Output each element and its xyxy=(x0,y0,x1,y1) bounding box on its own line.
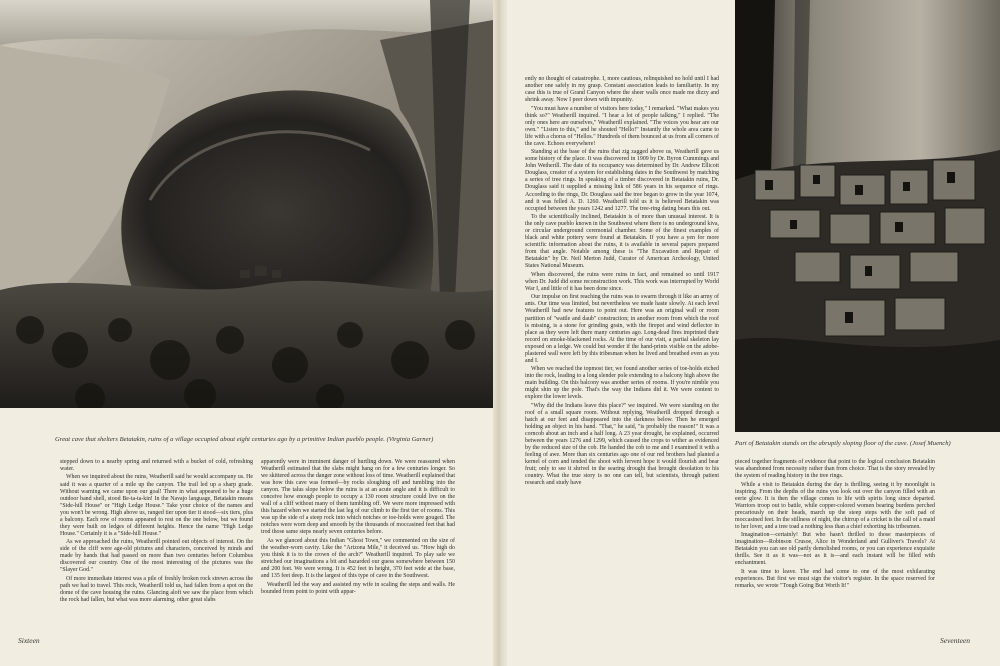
paragraph: Weatherill led the way and assisted my wife in scaling the steps and walls. He bounded from point to point with appar- xyxy=(261,581,455,595)
paragraph: As we approached the ruins, Weatherill pointed out objects of interest. On the side of the cliff were age-old pictures and characters, conceived by minds and made by hands that had passed on more than two centuries before Columbus discovered our country. One of the most interesting of the pictures was the "Slayer God." xyxy=(60,539,253,574)
left-photo-caption: Great cave that shelters Betatakin, ruins of a village occupied about eight centuries ago by a primitive Indian pueblo people. (Virginia Garner) xyxy=(55,436,434,443)
left-page-column-1 xyxy=(60,459,253,606)
betatakin-ruins-photo xyxy=(735,0,1000,432)
paragraph: "You must have a number of visitors here today," I remarked. "What makes you think so?" Weatherill inquired. "I hear a lot of people talking," I replied. "The only ones here are ourselves," Weatherill explained. "The voices you hear are our own." "Listen to this," and he shouted "Hello!" Instantly the whole area came to life with a chorus of "Hellos." Hundreds of them bounced at us from all corners of the cave. Echoes everywhere! xyxy=(525,105,719,147)
paragraph: stepped down to a nearby spring and returned with a bucket of cold, refreshing water. xyxy=(60,459,253,473)
page-number-left: Sixteen xyxy=(18,636,40,645)
page-number-right: Seventeen xyxy=(940,636,970,645)
ruins-photo-illustration xyxy=(735,0,1000,432)
paragraph: To the scientifically inclined, Betatakin is of more than unusual interest. It is the only cave pueblo known in the Southwest where there is no underground kiva, or circular underground ceremonial chamber. Some of the finest examples of black and white pottery were found at Betatakin. If you have a yen for more scientific information about the ruins, it is available in several papers prepared from that angle. Notable among these is "The Excavation and Repair of Betatakin" by Dr. Neil Merton Judd, Curator of American Archeology, United States National Museum. xyxy=(525,214,719,270)
cave-photo-illustration xyxy=(0,0,493,408)
paragraph: When we reached the topmost tier, we found another series of toe-holds etched into the rock, leading to a long slender pole extending to a balcony high above the main building. On this balcony was another series of rooms. If you're nimble you might shin up the pole. That's the way the Indians did it. We were content to explore the lower levels. xyxy=(525,366,719,401)
paragraph: When we inquired about the ruins, Weatherill said he would accompany us. He said it was a quarter of a mile up the canyon. The trail led up a sharp grade. Without warning we came upon our goal! There in what appeared to be a huge outdoor band shell, stood Be-ta-ta-kin! In the Navajo language, Betatakin means "Side-hill House" or "High Ledge House." Take your choice of the names and you won't be wrong. High above us, ranged tier upon tier it stood—six tiers, plus a balcony. Each row of rooms appeared to rest on the one below, but we found they were built on ledges of different heights. Hence the name "High Ledge House." Certainly it is a "Side-hill House." xyxy=(60,474,253,537)
paragraph: "Why did the Indians leave this place?" we inquired. We were standing on the roof of a small square room. Without replying, Weatherill dropped through a hatch at our feet and disappeared into the darkness below. Then he emerged holding an object in his hand. "That," he said, "is probably the reason!" It was a corncob about an inch and a half long. A 23 year drought, he explained, occurred between the years 1276 and 1299, which caused the crops to wither as evidenced by the reduced size of the cob. He handed the cob to me and I examined it with a feeling of awe. More than six centuries ago one of our red brothers had planted a kernel of corn and tended the shoot with fervent hope it would flourish and bear fruit; only to see it shrivel in the searing drought that brought desolation to his country. What the true story is no one can tell, but scientists, through patient research and study have xyxy=(525,402,719,487)
paragraph: As we glanced about this Indian "Ghost Town," we commented on the size of the weather-worn cavity. Like the "Arizona Mile," it deceived us. "How high do you think it is to the crown of the arch?" Weatherill inquired. To play safe we stretched our imaginations a bit and hazarded our guess somewhere between 150 and 200 feet. We were wrong. It is 452 feet in height, 370 feet wide at the base, and 135 feet deep. It is the largest of this type of cave in the Southwest. xyxy=(261,537,455,580)
paragraph: ently no thought of catastrophe. I, more cautious, relinquished no hold until I had another one safely in my grasp. Constant association leads to familiarity. In my case this is true of Grand Canyon where the sheer walls once made me dizzy and shrink away. Now I peer down with impunity. xyxy=(525,76,719,104)
paragraph: Our impulse on first reaching the ruins was to swarm through it like an army of ants. Our time was limited, but nevertheless we made haste slowly. At each level Weatherill had new features to point out. Here was an original wall or room partition of "wattle and daub" construction; in another room from which the roof is missing, is a stone for grinding grain, with the firepot and wind deflector in place as they were left there many centuries ago. Long-dead fires imprinted their record on smoke-blackened rocks. At the time of our visit, a partial skeleton lay exposed on a ledge. We could but wonder if the hand-prints visible on the adobe-plastered wall were left by this tribesman when he lived and breathed even as you and I. xyxy=(525,294,719,364)
paragraph: While a visit to Betatakin during the day is thrilling, seeing it by moonlight is inspiring. From the depths of the ruins you look out over the canyon filled with an eerie glow. It is then the village comes to life with spirits long since departed. Warriors troop out to battle, while copper-colored women bearing burdens perched precariously on their heads, march up the steep steps with the soft pad of moccasined feet. In the stillness of night, the chirrup of a cricket is the call of a maid to her lover, and a tree toad a nothing less than a chief exhorting his tribesmen. xyxy=(735,481,935,530)
paragraph: Of more immediate interest was a pile of freshly broken rock strewn across the path we had to travel. This rock, Weatherill told us, had fallen from a spot on the dome of the cave housing the ruins. Glancing aloft we saw the place from which the rock had fallen, but what was more alarming, other great slabs xyxy=(60,575,253,604)
paragraph: Standing at the base of the ruins that zig zagged above us, Weatherill gave us some history of the place. It was discovered in 1909 by Dr. Byron Cummings and John Wetherill. The date of its occupancy was determined by Dr. Andrew Ellicott Douglass, creator of a system for establishing dates in the Southwest by matching a series of tree rings. In speaking of a timber discovered in Betatakin ruins, Dr. Douglass said it supplied a missing link of 586 years in his sequence of rings. According to the rings, Dr. Douglass said the tree began to grow in the year 1074, and it was felled A. D. 1260. Weatherill told us it is believed Betatakin was occupied between the years 1242 and 1277. The tree-ring dating bears this out. xyxy=(525,149,719,212)
book-gutter xyxy=(493,0,507,666)
paragraph: Imagination—certainly! But who hasn't thrilled to those masterpieces of imagination—Robinson Crusoe, Alice in Wonderland and Gulliver's Travels? At Betatakin you can see old partly demolished rooms, or you can experience exquisite thrills. See it as it was—not as it is—and each instant will be filled with enchantment. xyxy=(735,532,935,567)
paragraph: It was time to leave. The end had come to one of the most exhilarating experiences. But first we must sign the visitor's register. In the space reserved for remarks, we wrote "Tough Going But Worth It!" xyxy=(735,568,935,589)
paragraph: apparently were in imminent danger of hurtling down. We were reassured when Weatherill estimated that the slabs might hang on for a few centuries longer. So we skittered across the danger zone without loss of time. Weatherill explained that was how this cave was formed—by rocks sloughing off and tumbling into the canyon. The talus slope below the ruins is at an acute angle and it is difficult to conceive how enough people to occupy a 130 room structure could live on the wall of a cliff without many of them tumbling off. We were more impressed with this hazard when we started the last leg of our climb to the first tier of rooms. This was up the side of a steep rock into which notches or toe-holds were gouged. The notches were worn deep and smooth by the thousands of moccasined feet that had trod those same steps nearly seven centuries before. xyxy=(261,459,455,536)
right-page-column-2 xyxy=(735,459,935,591)
paragraph: pieced together fragments of evidence that point to the logical conclusion Betatakin was abandoned from necessity rather than from choice. That is the story revealed by the system of reading history in the tree rings. xyxy=(735,459,935,480)
left-page-column-2 xyxy=(261,459,455,597)
betatakin-cave-photo xyxy=(0,0,493,408)
right-photo-caption: Part of Betatakin stands on the abruptly sloping floor of the cave. (Josef Muench) xyxy=(735,440,951,447)
right-page-column-1 xyxy=(525,76,719,489)
paragraph: When discovered, the ruins were ruins in fact, and remained so until 1917 when Dr. Judd did some reconstruction work. This work was interrupted by World War I, and little of it has been done since. xyxy=(525,271,719,292)
